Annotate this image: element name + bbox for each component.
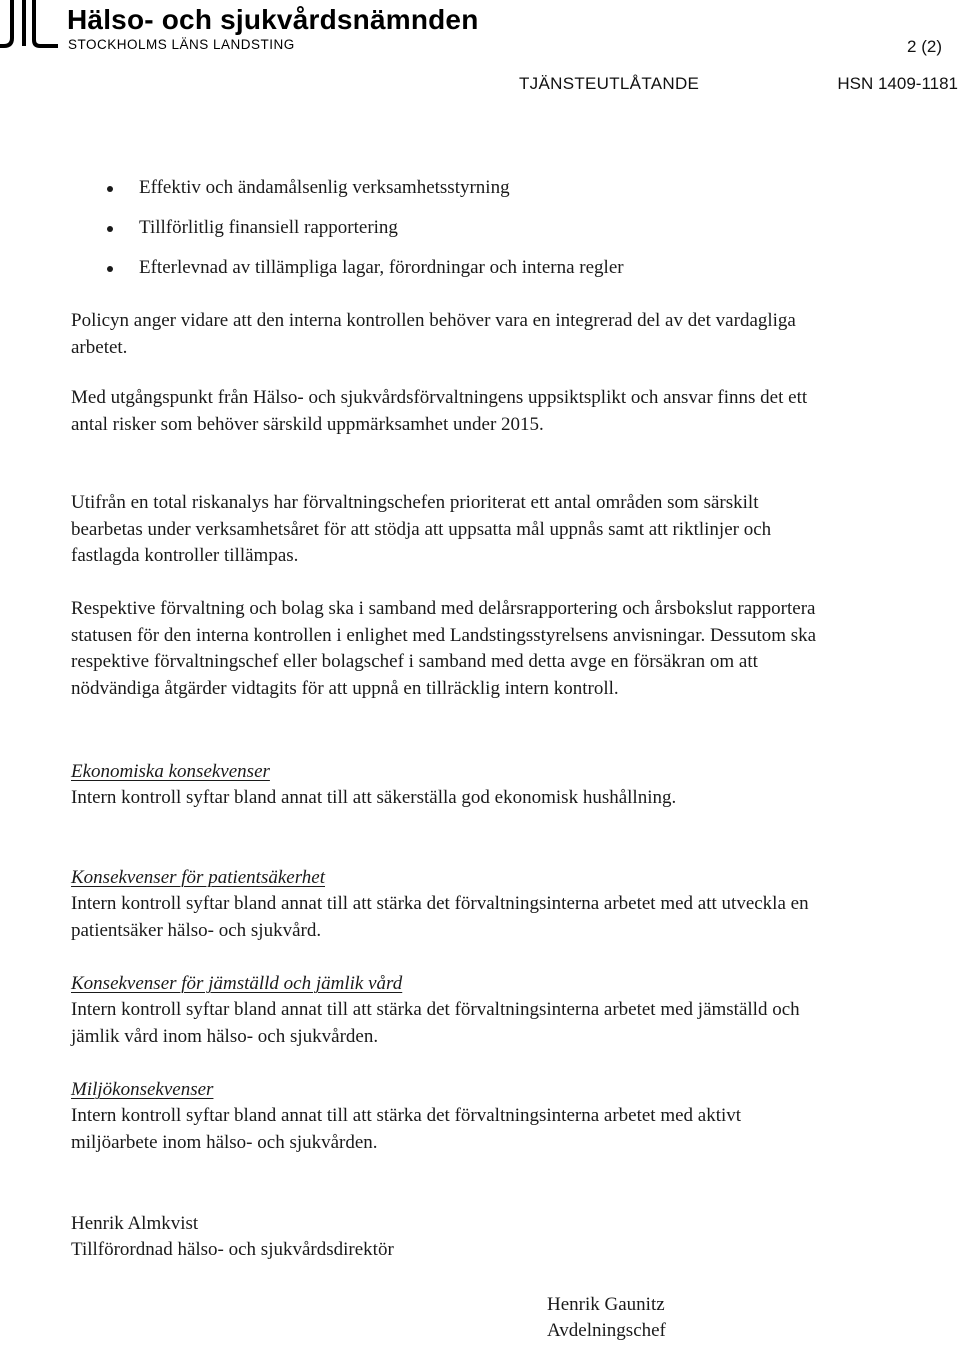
paragraph-risks: Med utgångspunkt från Hälso- och sjukvårdsförvaltningens uppsiktsplikt och ansvar finns det ett antal risker som behöver särskild uppmärksamhet under 2015. [71,387,808,435]
bullet-text: Tillförlitlig finansiell rapportering [139,217,398,238]
section-body-economic: Intern kontroll syftar bland annat till att säkerställa god ekonomisk hushållning. [71,787,677,808]
page-number: 2 (2) [907,37,942,56]
section-body-patient-safety: Intern kontroll syftar bland annat till att stärka det förvaltningsinterna arbetet med att utveckla en patientsäker hälso- och sjukvård. [71,893,809,941]
signatory-name: Henrik Gaunitz [547,1294,665,1315]
bullet-icon [107,266,113,272]
sll-logo-icon [0,0,60,50]
org-name: Hälso- och sjukvårdsnämnden [67,4,479,35]
document-type: TJÄNSTEUTLÅTANDE [519,74,700,93]
document-reference: HSN 1409-1181 [837,74,958,93]
section-heading-economic: Ekonomiska konsekvenser [71,761,270,782]
paragraph-risk-analysis: Utifrån en total riskanalys har förvaltningschefen prioriterat ett antal områden som särskilt bearbetas under verksamhetsåret för att stödja att uppsatta mål uppnås samt att riktlinjer och fastlagda kontroller tillämpas. [71,492,772,566]
section-body-environment: Intern kontroll syftar bland annat till att stärka det förvaltningsinterna arbetet med aktivt miljöarbete inom hälso- och sjukvården. [71,1105,742,1153]
bullet-icon [107,226,113,232]
paragraph-reporting: Respektive förvaltning och bolag ska i samband med delårsrapportering och årsbokslut rapportera statusen för den interna kontrollen i enlighet med Landstingsstyrelsens anvisningar. Dessutom ska respektive förvaltningschef eller bolagschef i samband med detta avge en försäkran om att nödvändiga åtgärder vidtagits för att uppnå en tillräcklig intern kontroll. [71,598,817,699]
section-heading-environment: Miljökonsekvenser [71,1079,214,1100]
bullet-text: Efterlevnad av tillämpliga lagar, förordningar och interna regler [139,257,624,278]
org-subtitle: STOCKHOLMS LÄNS LANDSTING [68,37,295,52]
section-body-equality: Intern kontroll syftar bland annat till att stärka det förvaltningsinterna arbetet med jämställd och jämlik vård inom hälso- och sjukvården. [71,999,800,1047]
signatory-title: Avdelningschef [547,1320,666,1341]
paragraph-policy: Policyn anger vidare att den interna kontrollen behöver vara en integrerad del av det vardagliga arbetet. [71,310,796,358]
signatory-title: Tillförordnad hälso- och sjukvårdsdirektör [71,1239,394,1260]
section-heading-equality: Konsekvenser för jämställd och jämlik vård [71,973,403,994]
section-heading-patient-safety: Konsekvenser för patientsäkerhet [71,867,325,888]
bullet-icon [107,186,113,192]
bullet-text: Effektiv och ändamålsenlig verksamhetsstyrning [139,177,510,198]
signatory-name: Henrik Almkvist [71,1213,199,1234]
